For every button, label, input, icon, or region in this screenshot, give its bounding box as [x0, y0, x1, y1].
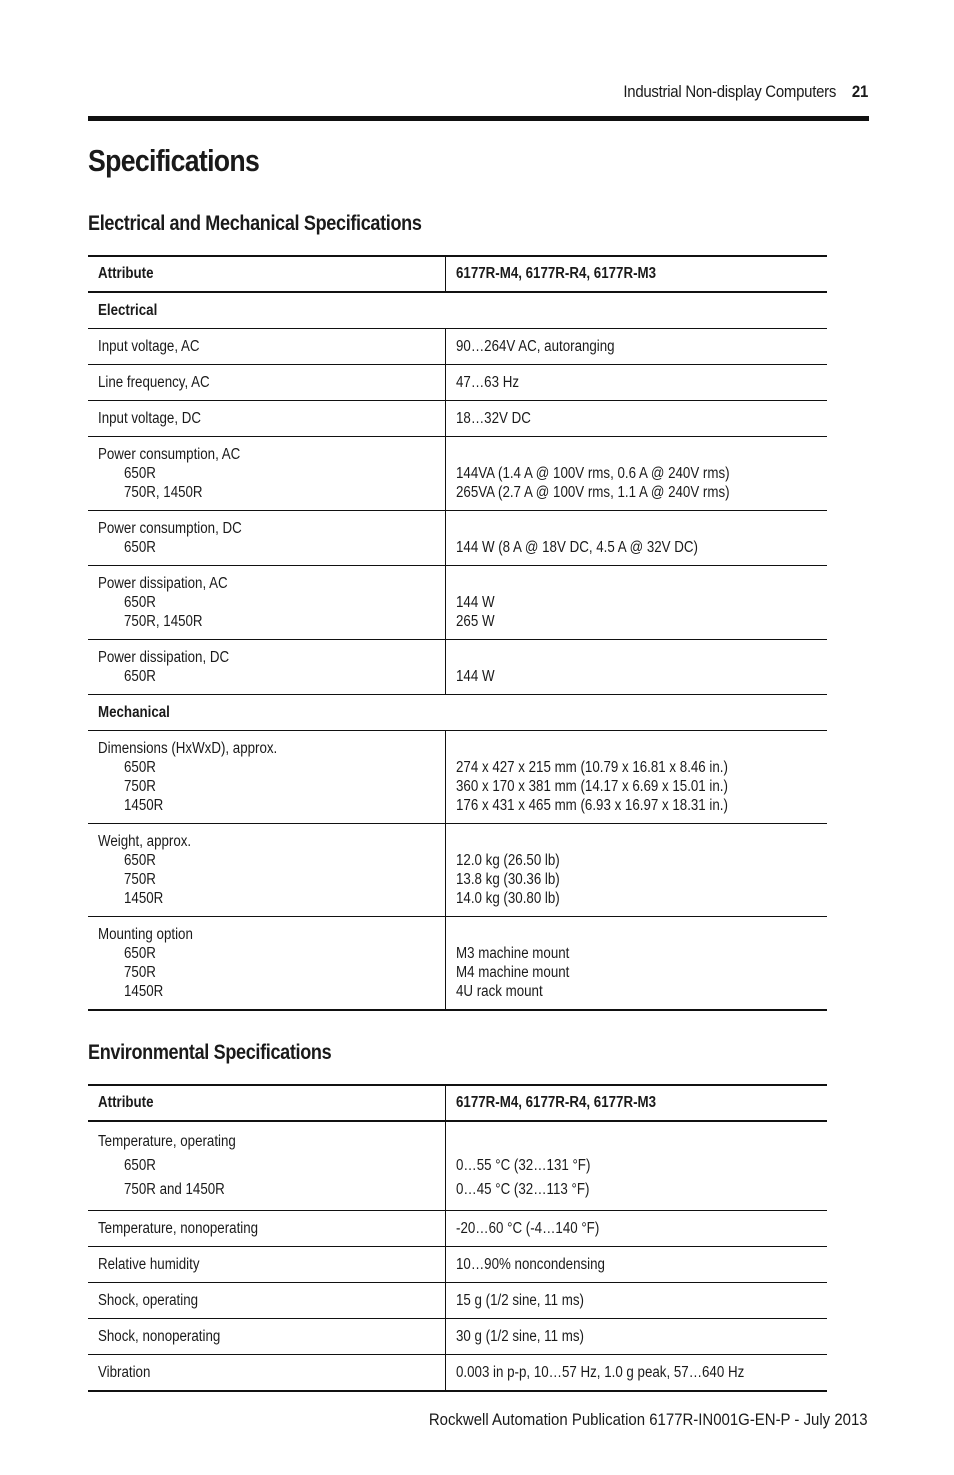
value-cell: 18…32V DC: [445, 401, 827, 437]
table-row: [88, 1247, 827, 1283]
table-row: [88, 1211, 827, 1247]
table-header-row: [88, 256, 827, 292]
value-cell: 274 x 427 x 215 mm (10.79 x 16.81 x 8.46 in.) 360 x 170 x 381 mm (14.17 x 6.69 x 15.01 in.) 176 x 431 x 465 mm (6.93 x 16.97 x 18.31 in.): [445, 731, 827, 824]
attribute-cell: Temperature, nonoperating: [88, 1211, 445, 1247]
column-header-models: 6177R-M4, 6177R-R4, 6177R-M3: [445, 256, 827, 292]
header-rule: [88, 116, 869, 121]
value-cell: 90…264V AC, autoranging: [445, 329, 827, 365]
attribute-cell: Temperature, operating 650R 750R and 1450R: [88, 1121, 445, 1211]
value-cell: 144 W (8 A @ 18V DC, 4.5 A @ 32V DC): [445, 511, 827, 566]
attribute-cell: Dimensions (HxWxD), approx. 650R 750R 1450R: [88, 731, 445, 824]
table-row: [88, 917, 827, 1011]
attribute-cell: Vibration: [88, 1355, 445, 1392]
table-row: [88, 511, 827, 566]
table-row: [88, 566, 827, 640]
attribute-cell: Shock, operating: [88, 1283, 445, 1319]
table-row: [88, 1121, 827, 1211]
group-label: Mechanical: [88, 695, 827, 731]
table-row: [88, 1283, 827, 1319]
attribute-cell: Mounting option 650R 750R 1450R: [88, 917, 445, 1011]
section-heading-environmental: Environmental Specifications: [88, 1041, 332, 1064]
section-heading-electrical-mechanical: Electrical and Mechanical Specifications: [88, 212, 422, 235]
table-row: [88, 1355, 827, 1392]
table-row: [88, 401, 827, 437]
running-header: [623, 82, 868, 102]
column-header-attribute: Attribute: [88, 1085, 445, 1121]
page-number: 21: [851, 82, 868, 101]
header-title: Industrial Non-display Computers: [623, 82, 837, 101]
environmental-table: [88, 1084, 827, 1392]
attribute-cell: Power dissipation, DC 650R: [88, 640, 445, 695]
table-row: [88, 365, 827, 401]
value-cell: 47…63 Hz: [445, 365, 827, 401]
attribute-cell: Relative humidity: [88, 1247, 445, 1283]
column-header-models: 6177R-M4, 6177R-R4, 6177R-M3: [445, 1085, 827, 1121]
value-cell: -20…60 °C (-4…140 °F): [445, 1211, 827, 1247]
table-row: [88, 1319, 827, 1355]
attribute-cell: Weight, approx. 650R 750R 1450R: [88, 824, 445, 917]
column-header-attribute: Attribute: [88, 256, 445, 292]
value-cell: 0…55 °C (32…131 °F) 0…45 °C (32…113 °F): [445, 1121, 827, 1211]
value-cell: 15 g (1/2 sine, 11 ms): [445, 1283, 827, 1319]
page-footer: Rockwell Automation Publication 6177R-IN001G-EN-P - July 2013: [429, 1410, 868, 1429]
attribute-cell: Power dissipation, AC 650R 750R, 1450R: [88, 566, 445, 640]
electrical-mechanical-table: [88, 255, 827, 1011]
value-cell: 144 W 265 W: [445, 566, 827, 640]
table-header-row: [88, 1085, 827, 1121]
group-row-mechanical: [88, 695, 827, 731]
group-label: Electrical: [88, 292, 827, 329]
attribute-cell: Shock, nonoperating: [88, 1319, 445, 1355]
table-row: [88, 329, 827, 365]
value-cell: 0.003 in p-p, 10…57 Hz, 1.0 g peak, 57…640 Hz: [445, 1355, 827, 1392]
value-cell: 10…90% noncondensing: [445, 1247, 827, 1283]
table-row: [88, 731, 827, 824]
value-cell: 144VA (1.4 A @ 100V rms, 0.6 A @ 240V rms) 265VA (2.7 A @ 100V rms, 1.1 A @ 240V rms): [445, 437, 827, 511]
value-cell: 12.0 kg (26.50 lb) 13.8 kg (30.36 lb) 14.0 kg (30.80 lb): [445, 824, 827, 917]
group-row-electrical: [88, 292, 827, 329]
value-cell: M3 machine mount M4 machine mount 4U rack mount: [445, 917, 827, 1011]
attribute-cell: Power consumption, DC 650R: [88, 511, 445, 566]
attribute-cell: Power consumption, AC 650R 750R, 1450R: [88, 437, 445, 511]
table-row: [88, 640, 827, 695]
attribute-cell: Input voltage, DC: [88, 401, 445, 437]
table-row: [88, 824, 827, 917]
value-cell: 144 W: [445, 640, 827, 695]
value-cell: 30 g (1/2 sine, 11 ms): [445, 1319, 827, 1355]
page-title: Specifications: [88, 143, 260, 178]
attribute-cell: Line frequency, AC: [88, 365, 445, 401]
table-row: [88, 437, 827, 511]
attribute-cell: Input voltage, AC: [88, 329, 445, 365]
